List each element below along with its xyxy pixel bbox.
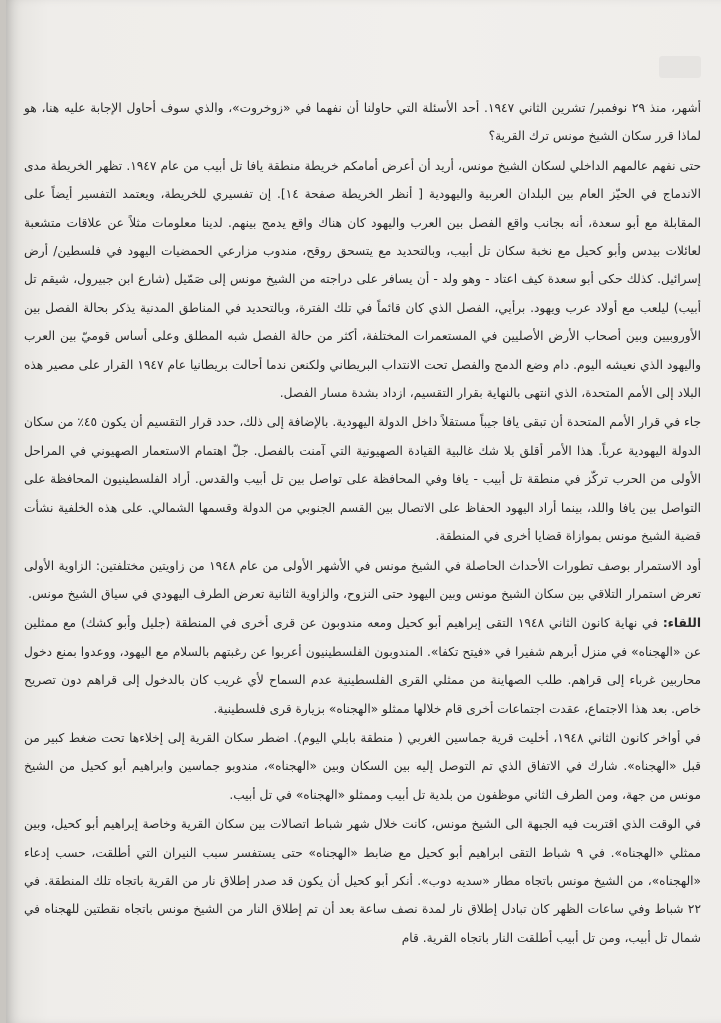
page-corner-smudge bbox=[659, 56, 701, 78]
page-body-text bbox=[24, 94, 701, 952]
paragraph-text: أشهر، منذ ٢٩ نوفمبر/ تشرين الثاني ١٩٤٧. أحد الأسئلة التي حاولنا أن نفهما في «زوخروت»، والذي سوف أحاول الإجابة عليه هنا، هو لماذا قرر سكان الشيخ مونس ترك القرية؟ bbox=[24, 101, 702, 144]
scanned-page bbox=[6, 0, 721, 1023]
paragraph-6 bbox=[24, 724, 701, 809]
paragraph-text: في الوقت الذي اقتربت فيه الجبهة الى الشيخ مونس، كانت خلال شهر شباط اتصالات بين سكان القرية وخاصة إبراهيم أبو كحيل، وبين ممثلي «الهجناه». في ٩ شباط التقى ابراهيم أبو كحيل مع ضابط «الهجناه» حتى يستفسر سبب النيران التي أطلقت، حسب إدعاء «الهجناه»، من الشيخ مونس باتجاه مطار «سديه دوب». أنكر أبو كحيل أن يكون قد صدر إطلاق نار من القرية باتجاه تلك المنطقة. في ٢٢ شباط وفي ساعات الظهر كان تبادل إطلاق نار لمدة نصف ساعة بعد أن تم إطلاق النار من الشيخ مونس باتجاه نقطتين للهجناه في شمال تل أبيب، ومن تل أبيب أطلقت النار باتجاه القرية. قام bbox=[24, 817, 701, 945]
paragraph-text: جاء في قرار الأمم المتحدة أن تبقى يافا جيباً مستقلاً داخل الدولة اليهودية. بالإضافة إلى ذلك، حدد قرار التقسيم أن يكون ٤٥٪ من سكان الدولة اليهودية عرباً. هذا الأمر أقلق بلا شك غالبية القيادة الصهيونية التي آمنت بالفصل. جلّ اهتمام الاستعمار الصهيوني في المراحل الأولى من الحرب تركّز في منطقة تل أبيب - يافا وفي المحافظة على تواصل بين تل أبيب والقدس. أراد الفلسطينيون المحافظة على التواصل بين يافا واللد، بينما أراد اليهود الحفاظ على الاتصال بين القسم الجنوبي من الدولة وقسمها الشمالي. على هذه الخلفية نشأت قضية الشيخ مونس بموازاة قضايا أخرى في المنطقة. bbox=[24, 415, 701, 544]
paragraph-1 bbox=[24, 94, 701, 151]
paragraph-3 bbox=[24, 408, 701, 550]
paragraph-4 bbox=[24, 552, 701, 609]
paragraph-text: في نهاية كانون الثاني ١٩٤٨ التقى إبراهيم أبو كحيل ومعه مندوبون عن قرى أخرى في المنطقة (جليل وأبو كشك) مع ممثلين عن «الهجناه» في منزل أبرهم شفيرا في «فيتح تكفا». المندوبون الفلسطينيون أعربوا عن رغبتهم بالسلام مع اليهود، ووعدوا بمنع دخول محاربين غرباء إلى قراهم. طلب الصهاينة من ممثلي القرى الفلسطينية عدم السماح لأي غريب كان بالدخول إلى قراهم دون تصريح خاص. بعد هذا الاجتماع، عقدت اجتماعات أخرى قام خلالها ممثلو «الهجناه» بزيارة قرى فلسطينية. bbox=[24, 616, 701, 716]
paragraph-text: في أواخر كانون الثاني ١٩٤٨، أخليت قرية جماسين الغربي ( منطقة بابلي اليوم). اضطر سكان القرية إلى إخلاءها تحت ضغط كبير من قبل «الهجناه». شارك في الاتفاق الذي تم التوصل إليه بين السكان وبين «الهجناه»، مندوبو جماسين وابراهيم أبو كحيل من الشيخ مونس من جهة، ومن الطرف الثاني موظفون من بلدية تل أبيب وممثلو «الهجناه» في تل أبيب. bbox=[24, 730, 701, 802]
paragraph-5 bbox=[24, 609, 701, 723]
paragraph-text: أود الاستمرار بوصف تطورات الأحداث الحاصلة في الشيخ مونس في الأشهر الأولى من عام ١٩٤٨ من زاويتين مختلفتين: الزاوية الأولى تعرض استمرار التلاقي بين سكان الشيخ مونس وبين اليهود حتى النزوح، والزاوية الثانية تعرض الطرف اليهودي في سياق الشيخ مونس. bbox=[24, 558, 701, 601]
paragraph-2 bbox=[24, 152, 701, 408]
paragraph-label-meeting: اللقاء: bbox=[662, 616, 701, 631]
paragraph-text: حتى نفهم عالمهم الداخلي لسكان الشيخ مونس، أريد أن أعرض أمامكم خريطة منطقة يافا تل أبيب من عام ١٩٤٧. تظهر الخريطة مدى الاندماج في الحيّز العام بين البلدان العربية واليهودية [ أنظر الخريطة صفحة ١٤]. إن تفسيري للخريطة، ويعتمد التفسير أيضاً على المقابلة مع أبو سعدة، أنه بجانب واقع الفصل بين العرب واليهود كان هناك واقع يدمج بينهم. لدينا معلومات مثلاً عن علاقات متشعبة لعائلات بيدس وأبو كحيل مع نخبة سكان تل أبيب، وبالتحديد مع يتسحق روقح، مندوب مزارعي الحمضيات اليهود في فلسطين/ أرض إسرائيل. كذلك حكى أبو سعدة كيف اعتاد - وهو ولد - أن يسافر على دراجته من الشيخ مونس إلى صَمّيل (شارع ابن جبيرول، شيقم تل أبيب) ليلعب مع أولاد عرب ويهود. برأيي، الفصل الذي كان قائماً في تلك الفترة، وبالتحديد في المناطق المدنية يذكر بحالة الفصل بين الأوروبيين وبين أصحاب الأرض الأصليين في المستعمرات المختلفة، أكثر من حالة الفصل شبه المطلق وعلى أساس قوميّ بين العرب واليهود الذي نعيشه اليوم. دام وضع الدمج والفصل تحت الانتداب البريطاني ولكنعن ندما أحالت بريطانيا عام ١٩٤٧ القرار على مصير هذه البلاد إلى الأمم المتحدة، الذي انتهى بالنهاية بقرار التقسيم، ازداد بشدة مسار الفصل. bbox=[24, 158, 701, 401]
paragraph-7 bbox=[24, 810, 701, 952]
